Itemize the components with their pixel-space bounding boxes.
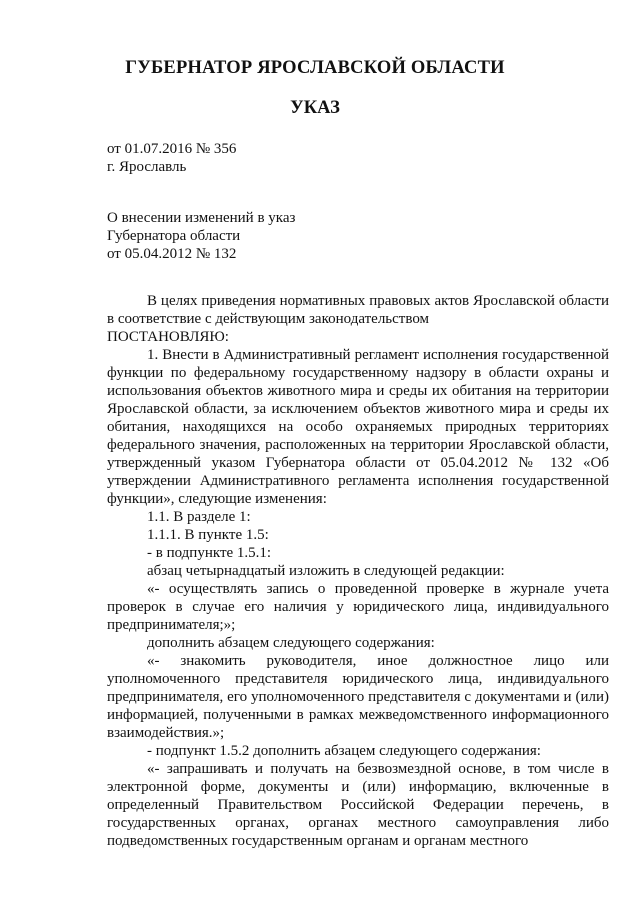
paragraph-subitem-1-5-2: - подпункт 1.5.2 дополнить абзацем следующего содержания: (147, 743, 541, 759)
paragraph-abzats-14: абзац четырнадцатый изложить в следующей редакции: (147, 563, 505, 579)
paragraph-quote-2: «- знакомить руководителя, иное должностное лицо или уполномоченного представителя юридического лица, индивидуального предпринимателя, его уполномоченного представителя с документами и (или) информацией, полученными в рамках межведомственного информационного взаимодействия.»; (107, 653, 609, 741)
subject-line-3: от 05.04.2012 № 132 (107, 246, 237, 262)
paragraph-item-1: 1. Внести в Административный регламент исполнения государственной функции по федеральному государственному надзору в области охраны и использования объектов животного мира и среды их обитания на территории Ярославской области, за исключением объектов животного мира и среды их обитания, находящихся на особо охраняемых природных территориях федерального значения, расположенных на территории Ярославской области, утвержденный указом Губернатора области от 05.04.2012 № 132 «Об утверждении Административного регламента исполнения государственной функции», следующие изменения: (107, 347, 609, 507)
document-type: УКАЗ (290, 98, 340, 118)
paragraph-resolve: ПОСТАНОВЛЯЮ: (107, 329, 229, 345)
subject-line-2: Губернатора области (107, 228, 241, 244)
document-header-title: ГУБЕРНАТОР ЯРОСЛАВСКОЙ ОБЛАСТИ (125, 58, 505, 78)
paragraph-quote-1: «- осуществлять запись о проведенной проверке в журнале учета проверок в случае его наличия у юридического лица, индивидуального предпринимателя;»; (107, 581, 609, 633)
paragraph-item-1-1-1: 1.1.1. В пункте 1.5: (147, 527, 269, 543)
document-body (107, 292, 609, 850)
paragraph-preamble: В целях приведения нормативных правовых актов Ярославской области в соответствие с действующим законодательством (107, 293, 609, 327)
paragraph-subitem-1-5-1: - в подпункте 1.5.1: (147, 545, 272, 561)
paragraph-quote-3: «- запрашивать и получать на безвозмездной основе, в том числе в электронной форме, документы и (или) информацию, включенные в определенный Правительством Российской Федерации перечень, в государственных органах, органах местного самоуправления либо подведомственных государственным органам и органам местного (107, 761, 609, 849)
paragraph-item-1-1: 1.1. В разделе 1: (147, 509, 251, 525)
subject-line-1: О внесении изменений в указ (107, 210, 296, 226)
paragraph-add-abzats: дополнить абзацем следующего содержания: (147, 635, 435, 651)
date-number: от 01.07.2016 № 356 (107, 141, 237, 157)
city: г. Ярославль (107, 159, 187, 175)
